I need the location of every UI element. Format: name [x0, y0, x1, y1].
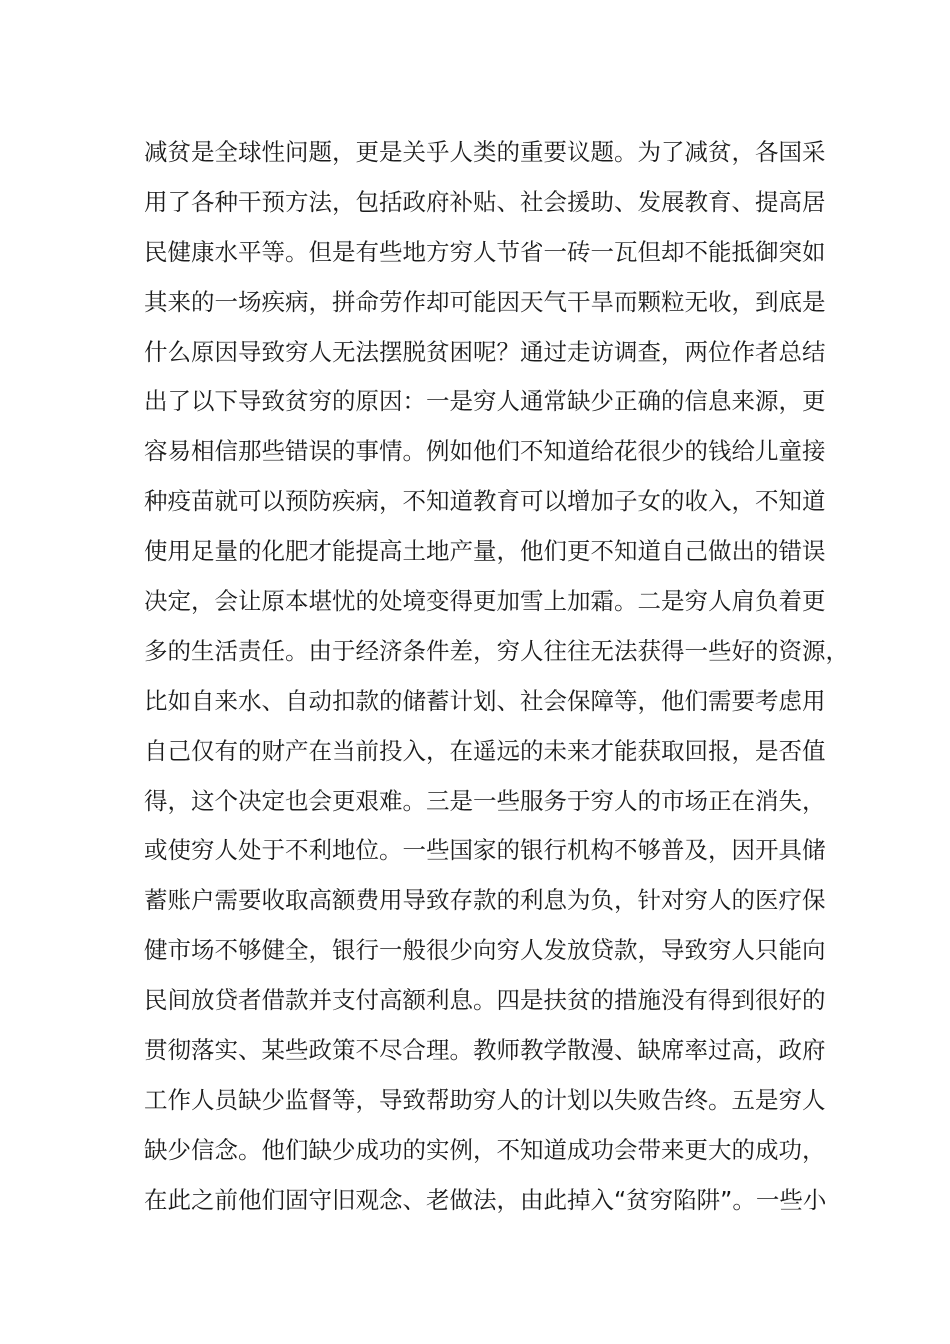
paragraph-line: 蓄账户需要收取高额费用导致存款的利息为负，针对穷人的医疗保	[144, 886, 826, 915]
paragraph-line: 健市场不够健全，银行一般很少向穷人发放贷款，导致穷人只能向	[144, 936, 826, 965]
paragraph-line: 用了各种干预方法，包括政府补贴、社会援助、发展教育、提高居	[144, 187, 826, 216]
paragraph-line: 贯彻落实、某些政策不尽合理。教师教学散漫、缺席率过高，政府	[144, 1036, 826, 1065]
paragraph-line: 种疫苗就可以预防疾病，不知道教育可以增加子女的收入，不知道	[144, 487, 826, 516]
paragraph-line: 民间放贷者借款并支付高额利息。四是扶贫的措施没有得到很好的	[144, 986, 826, 1015]
paragraph-line: 缺少信念。他们缺少成功的实例，不知道成功会带来更大的成功，	[144, 1135, 826, 1164]
paragraph-line: 容易相信那些错误的事情。例如他们不知道给花很少的钱给儿童接	[144, 437, 826, 466]
paragraph-line: 民健康水平等。但是有些地方穷人节省一砖一瓦但却不能抵御突如	[144, 237, 826, 266]
paragraph-line: 得，这个决定也会更艰难。三是一些服务于穷人的市场正在消失，	[144, 786, 826, 815]
paragraph-line: 比如自来水、自动扣款的储蓄计划、社会保障等，他们需要考虑用	[144, 686, 826, 715]
paragraph-line: 减贫是全球性问题，更是关乎人类的重要议题。为了减贫，各国采	[144, 138, 826, 166]
paragraph-line: 工作人员缺少监督等，导致帮助穷人的计划以失败告终。五是穷人	[144, 1085, 826, 1114]
paragraph-line: 多的生活责任。由于经济条件差，穷人往往无法获得一些好的资源，	[144, 636, 849, 665]
paragraph-line: 出了以下导致贫穷的原因：一是穷人通常缺少正确的信息来源，更	[144, 387, 826, 416]
body-paragraph	[144, 128, 849, 1226]
paragraph-line: 自己仅有的财产在当前投入，在遥远的未来才能获取回报，是否值	[144, 736, 826, 765]
paragraph-line: 决定，会让原本堪忧的处境变得更加雪上加霜。二是穷人肩负着更	[144, 587, 826, 616]
paragraph-line: 什么原因导致穷人无法摆脱贫困呢？通过走访调查，两位作者总结	[144, 337, 826, 366]
paragraph-line: 或使穷人处于不利地位。一些国家的银行机构不够普及，因开具储	[144, 836, 826, 865]
paragraph-line: 其来的一场疾病，拼命劳作却可能因天气干旱而颗粒无收，到底是	[144, 287, 826, 316]
paragraph-line: 使用足量的化肥才能提高土地产量，他们更不知道自己做出的错误	[144, 537, 826, 566]
paragraph-line: 在此之前他们固守旧观念、老做法，由此掉入“贫穷陷阱”。一些小	[144, 1185, 827, 1214]
